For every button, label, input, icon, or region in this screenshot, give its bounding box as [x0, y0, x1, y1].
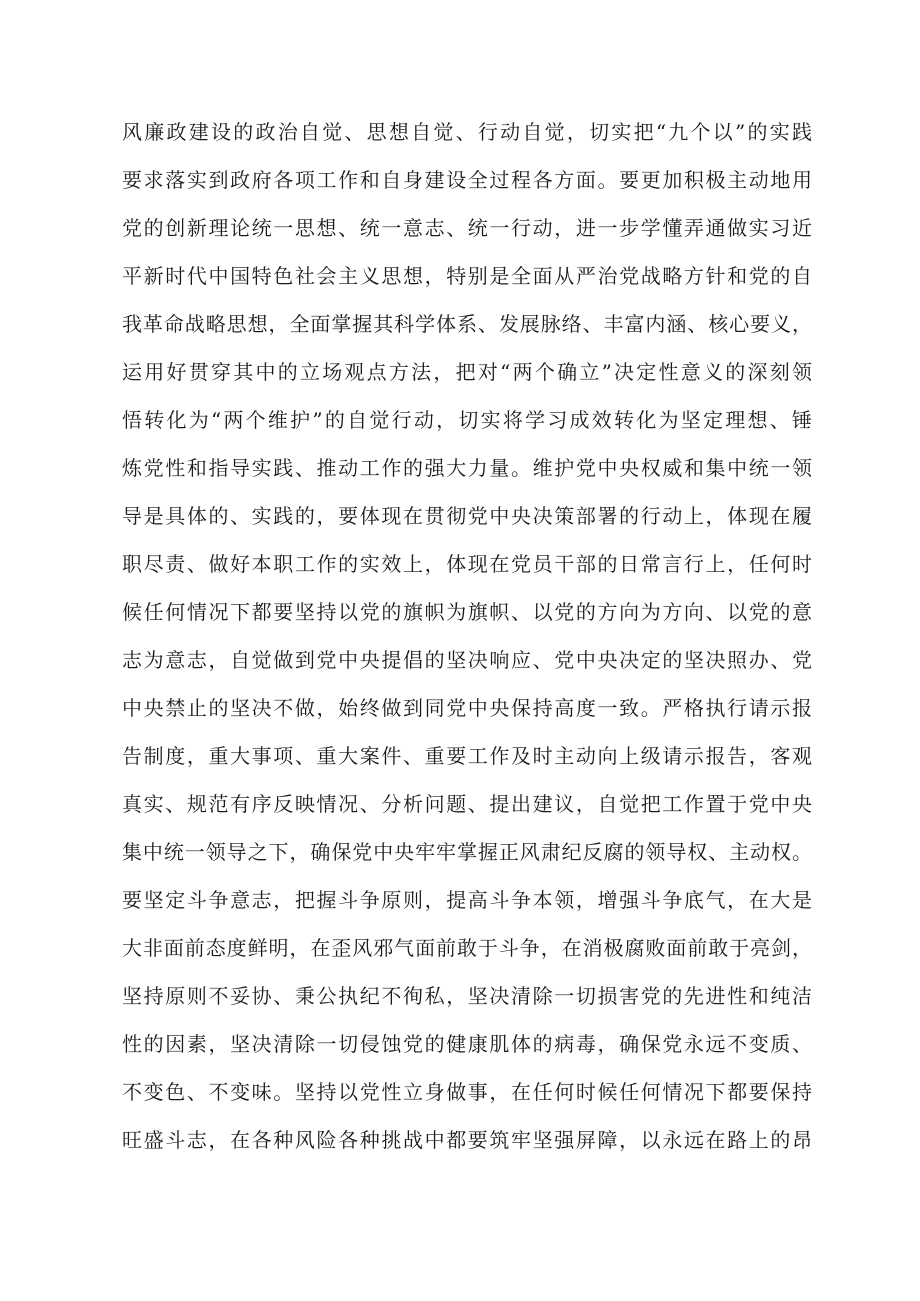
- text-line: 职尽责、做好本职工作的实效上，体现在党员干部的日常言行上，任何时: [122, 552, 812, 576]
- text-line: 旺盛斗志，在各种风险各种挑战中都要筑牢坚强屏障，以永远在路上的昂: [122, 1128, 812, 1152]
- text-line: 志为意志，自觉做到党中央提倡的坚决响应、党中央决定的坚决照办、党: [122, 648, 812, 672]
- text-line: 性的因素，坚决清除一切侵蚀党的健康肌体的病毒，确保党永远不变质、: [122, 1032, 812, 1056]
- text-line: 坚持原则不妥协、秉公执纪不徇私，坚决清除一切损害党的先进性和纯洁: [122, 984, 812, 1008]
- text-line: 党的创新理论统一思想、统一意志、统一行动，进一步学懂弄通做实习近: [122, 216, 812, 240]
- text-line: 导是具体的、实践的，要体现在贯彻党中央决策部署的行动上，体现在履: [122, 504, 812, 528]
- text-line: 风廉政建设的政治自觉、思想自觉、行动自觉，切实把“九个以”的实践: [122, 120, 812, 144]
- text-line: 悟转化为“两个维护”的自觉行动，切实将学习成效转化为坚定理想、锤: [122, 408, 812, 432]
- text-line: 我革命战略思想，全面掌握其科学体系、发展脉络、丰富内涵、核心要义，: [122, 312, 812, 336]
- text-line: 集中统一领导之下，确保党中央牢牢掌握正风肃纪反腐的领导权、主动权。: [122, 840, 812, 864]
- text-line: 运用好贯穿其中的立场观点方法，把对“两个确立”决定性意义的深刻领: [122, 360, 812, 384]
- text-line: 炼党性和指导实践、推动工作的强大力量。维护党中央权威和集中统一领: [122, 456, 812, 480]
- text-line: 候任何情况下都要坚持以党的旗帜为旗帜、以党的方向为方向、以党的意: [122, 600, 812, 624]
- text-line: 平新时代中国特色社会主义思想，特别是全面从严治党战略方针和党的自: [122, 264, 812, 288]
- text-line: 要坚定斗争意志，把握斗争原则，提高斗争本领，增强斗争底气，在大是: [122, 888, 812, 912]
- text-line: 不变色、不变味。坚持以党性立身做事，在任何时候任何情况下都要保持: [122, 1080, 812, 1104]
- text-line: 中央禁止的坚决不做，始终做到同党中央保持高度一致。严格执行请示报: [122, 696, 812, 720]
- text-line: 真实、规范有序反映情况、分析问题、提出建议，自觉把工作置于党中央: [122, 792, 812, 816]
- text-line: 大非面前态度鲜明，在歪风邪气面前敢于斗争，在消极腐败面前敢于亮剑，: [122, 936, 812, 960]
- text-line: 告制度，重大事项、重大案件、重要工作及时主动向上级请示报告，客观: [122, 744, 812, 768]
- text-line: 要求落实到政府各项工作和自身建设全过程各方面。要更加积极主动地用: [122, 168, 812, 192]
- body-paragraph: [122, 108, 812, 1164]
